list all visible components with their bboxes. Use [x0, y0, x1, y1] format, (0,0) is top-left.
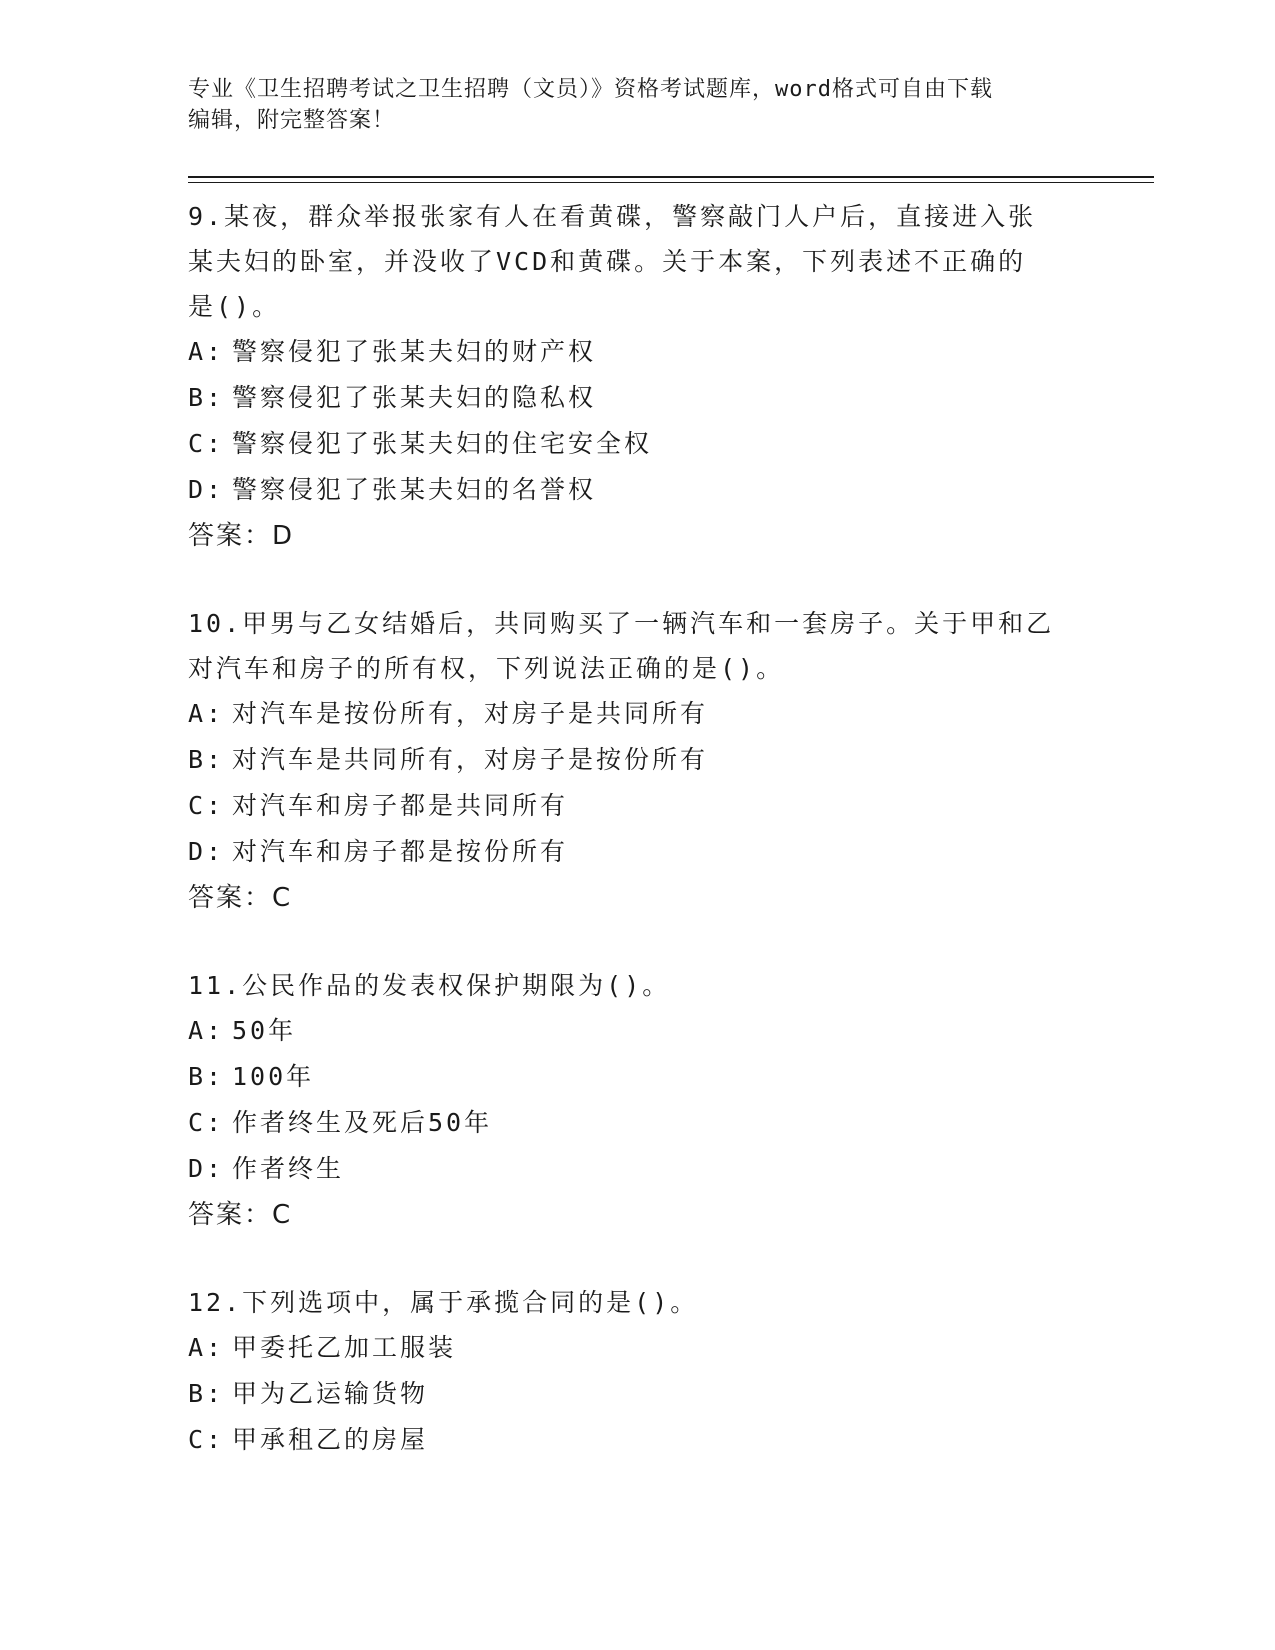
option-text: 警察侵犯了张某夫妇的名誉权: [232, 475, 597, 504]
option-text: 作者终生: [232, 1154, 345, 1183]
option-text: 对汽车是按份所有，对房子是共同所有: [232, 699, 709, 728]
header-rule-thick: [188, 176, 1154, 178]
answer-line: 答案：C: [188, 1200, 293, 1230]
option-text: 50年: [232, 1016, 297, 1045]
question-stem: [188, 963, 1078, 1008]
stem-line: 11.公民作品的发表权保护期限为()。: [188, 971, 671, 1000]
stem-line: 12.下列选项中，属于承揽合同的是()。: [188, 1288, 699, 1317]
option-letter: B:: [188, 1379, 225, 1408]
question-12: [188, 1280, 1088, 1463]
option-letter: B:: [188, 1062, 225, 1091]
stem-line: 某夫妇的卧室，并没收了VCD和黄碟。关于本案，下列表述不正确的: [188, 247, 1027, 276]
option-letter: A:: [188, 337, 225, 366]
option-c: [188, 1100, 1088, 1146]
document-header: [188, 74, 1088, 136]
option-a: [188, 1008, 1088, 1054]
option-letter: C:: [188, 429, 225, 458]
header-rule-thin: [188, 182, 1154, 183]
option-b: [188, 737, 1088, 783]
spacer: [188, 559, 1088, 601]
option-letter: B:: [188, 383, 225, 412]
option-c: [188, 783, 1088, 829]
stem-line: 是()。: [188, 292, 281, 321]
header-line-1: 专业《卫生招聘考试之卫生招聘（文员）》资格考试题库，word格式可自由下载: [188, 77, 993, 102]
question-11: [188, 963, 1088, 1238]
option-c: [188, 1417, 1088, 1463]
spacer: [188, 921, 1088, 963]
option-letter: A:: [188, 1016, 225, 1045]
option-text: 对汽车和房子都是按份所有: [232, 837, 569, 866]
option-text: 甲承租乙的房屋: [232, 1425, 429, 1454]
option-d: [188, 1146, 1088, 1192]
option-b: [188, 1371, 1088, 1417]
option-d: [188, 829, 1088, 875]
answer-line: 答案：D: [188, 521, 295, 551]
option-c: [188, 421, 1088, 467]
answer-line: 答案：C: [188, 883, 293, 913]
option-b: [188, 1054, 1088, 1100]
option-letter: D:: [188, 837, 225, 866]
stem-line: 10.甲男与乙女结婚后，共同购买了一辆汽车和一套房子。关于甲和乙: [188, 609, 1055, 638]
option-a: [188, 329, 1088, 375]
option-letter: D:: [188, 1154, 225, 1183]
option-text: 警察侵犯了张某夫妇的住宅安全权: [232, 429, 653, 458]
option-letter: C:: [188, 1425, 225, 1454]
question-stem: [188, 601, 1078, 691]
spacer: [188, 1238, 1088, 1280]
option-text: 100年: [232, 1062, 315, 1091]
question-10: [188, 601, 1088, 921]
option-letter: A:: [188, 1333, 225, 1362]
option-text: 甲委托乙加工服装: [232, 1333, 457, 1362]
option-letter: D:: [188, 475, 225, 504]
option-text: 警察侵犯了张某夫妇的财产权: [232, 337, 597, 366]
stem-line: 9.某夜，群众举报张家有人在看黄碟，警察敲门人户后，直接进入张: [188, 202, 1037, 231]
option-letter: A:: [188, 699, 225, 728]
header-line-2: 编辑，附完整答案！: [188, 108, 396, 133]
option-d: [188, 467, 1088, 513]
option-text: 警察侵犯了张某夫妇的隐私权: [232, 383, 597, 412]
option-text: 对汽车和房子都是共同所有: [232, 791, 569, 820]
question-stem: [188, 1280, 1078, 1325]
question-stem: [188, 194, 1078, 329]
question-list: [188, 194, 1088, 1463]
option-a: [188, 691, 1088, 737]
question-9: [188, 194, 1088, 559]
option-letter: B:: [188, 745, 225, 774]
option-a: [188, 1325, 1088, 1371]
stem-line: 对汽车和房子的所有权，下列说法正确的是()。: [188, 654, 785, 683]
option-letter: C:: [188, 1108, 225, 1137]
option-text: 甲为乙运输货物: [232, 1379, 429, 1408]
option-text: 作者终生及死后50年: [232, 1108, 493, 1137]
option-text: 对汽车是共同所有，对房子是按份所有: [232, 745, 709, 774]
option-b: [188, 375, 1088, 421]
option-letter: C:: [188, 791, 225, 820]
